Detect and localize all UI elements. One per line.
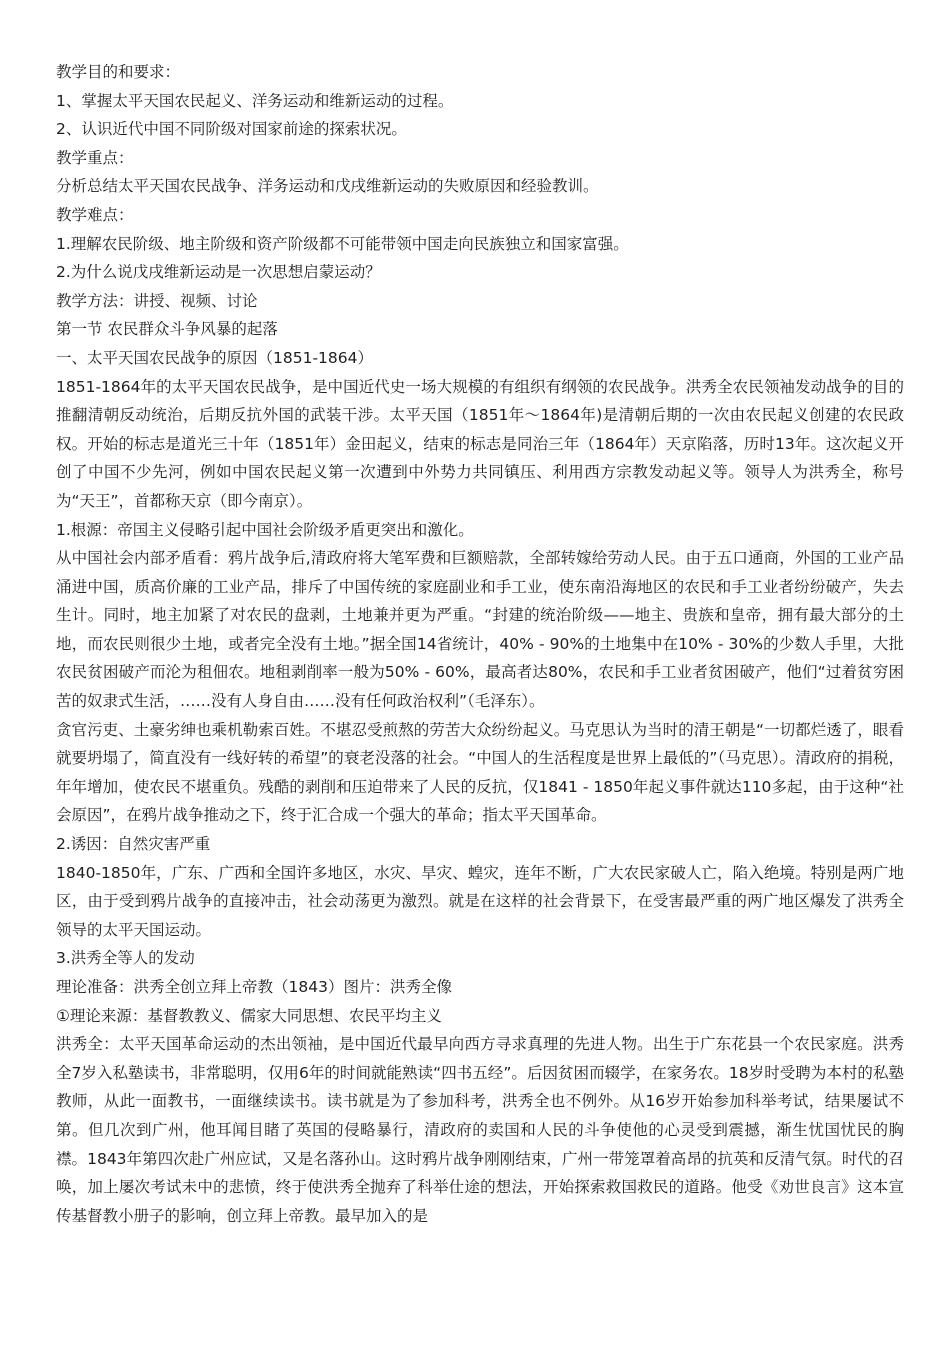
heading-objectives: 教学目的和要求： — [56, 63, 181, 81]
theory-preparation: 理论准备：洪秀全创立拜上帝教（1843）图片：洪秀全像 — [56, 978, 452, 996]
subheading-trigger: 2.诱因：自然灾害严重 — [56, 835, 211, 854]
heading-difficulties: 教学难点： — [56, 205, 134, 224]
key-point-text: 分析总结太平天国农民战争、洋务运动和戊戌维新运动的失败原因和经验教训。 — [56, 177, 599, 196]
subsection-title: 一、太平天国农民战争的原因（1851-1864） — [56, 348, 373, 367]
difficulty-item: 2.为什么说戊戌维新运动是一次思想启蒙运动？ — [56, 263, 381, 282]
body-paragraph: 1851-1864年的太平天国农民战争，是中国近代史一场大规模的有组织有纲领的农民战争。洪秀全农民领袖发动战争的目的推翻清朝反动统治，后期反抗外国的武装干涉。太平天国（1851年～1864年)是清朝后期的一次由农民起义创建的农民政权。开始的标志是道光三十年（1851年）金田起义，结束的标志是同治三年（1864年）天京陷落，历时13年。这次起义开创了中国不少先河，例如中国农民起义第一次遭到中外势力共同镇压、利用西方宗教发动起义等。领导人为洪秀全，称号为“天王”，首都称天京（即今南京）。 — [56, 377, 904, 510]
section-title: 第一节 农民群众斗争风暴的起落 — [56, 320, 278, 339]
body-paragraph: 1840-1850年，广东、广西和全国许多地区，水灾、旱灾、蝗灾，连年不断，广大农民家破人亡，陷入绝境。特别是两广地区，由于受到鸦片战争的直接冲击，社会动荡更为激烈。就是在这样的社会背景下，在受害最严重的两广地区爆发了洪秀全领导的太平天国运动。 — [56, 863, 904, 939]
body-paragraph: 从中国社会内部矛盾看：鸦片战争后,清政府将大笔军费和巨额赔款，全部转嫁给劳动人民。由于五口通商，外国的工业产品涌进中国，质高价廉的工业产品，排斥了中国传统的家庭副业和手工业，使东南沿海地区的农民和手工业者纷纷破产，失去生计。同时，地主加紧了对农民的盘剥，土地兼并更为严重。“封建的统治阶级——地主、贵族和皇帝，拥有最大部分的土地，而农民则很少土地，或者完全没有土地。”据全国14省统计，40% - 90%的土地集中在10% - 30%的少数人手里，大批农民贫困破产而沦为租佃农。地租剥削率一般为50% - 60%，最高者达80%，农民和手工业者贫困破产，他们“过着贫穷困苦的奴隶式生活，……没有人身自由……没有任何政治权利”（毛泽东）。 — [56, 549, 904, 711]
objective-item: 1、掌握太平天国农民起义、洋务运动和维新运动的过程。 — [56, 91, 454, 110]
body-paragraph: 洪秀全：太平天国革命运动的杰出领袖，是中国近代最早向西方寻求真理的先进人物。出生于广东花县一个农民家庭。洪秀全7岁入私塾读书，非常聪明，仅用6年的时间就能熟读“四书五经”。后因贫困而辍学，在家务农。18岁时受聘为本村的私塾教师，从此一面教书，一面继续读书。读书就是为了参加科考，洪秀全也不例外。从16岁开始参加科举考试，结果屡试不第。但几次到广州，他耳闻目睹了英国的侵略暴行，清政府的卖国和人民的斗争使他的心灵受到震撼，渐生忧国忧民的胸襟。1843年第四次赴广州应试，又是名落孙山。这时鸦片战争刚刚结束，广州一带笼罩着高昂的抗英和反清气氛。时代的召唤，加上屡次考试未中的悲愤，终于使洪秀全抛弃了科举仕途的想法，开始探索救国救民的道路。他受《劝世良言》这本宣传基督教小册子的影响，创立拜上帝教。最早加入的是 — [56, 1035, 904, 1225]
subheading-root-cause: 1.根源：帝国主义侵略引起中国社会阶级矛盾更突出和激化。 — [56, 520, 474, 539]
objective-item: 2、认识近代中国不同阶级对国家前途的探索状况。 — [56, 120, 407, 139]
document-body — [56, 58, 904, 1230]
heading-key-points: 教学重点： — [56, 148, 134, 167]
body-paragraph: 贪官污吏、土豪劣绅也乘机勒索百姓。不堪忍受煎熬的劳苦大众纷纷起义。马克思认为当时的清王朝是“一切都烂透了，眼看就要坍塌了，简直没有一线好转的希望”的衰老没落的社会。“中国人的生活程度是世界上最低的”（马克思）。清政府的捐税，年年增加，使农民不堪重负。残酷的剥削和压迫带来了人民的反抗，仅1841 - 1850年起义事件就达110多起，由于这种“社会原因”，在鸦片战争推动之下，终于汇合成一个强大的革命；指太平天国革命。 — [56, 720, 904, 825]
difficulty-item: 1.理解农民阶级、地主阶级和资产阶级都不可能带领中国走向民族独立和国家富强。 — [56, 234, 629, 253]
teaching-methods: 教学方法：讲授、视频、讨论 — [56, 291, 258, 310]
theory-source: ①理论来源：基督教教义、儒家大同思想、农民平均主义 — [56, 1006, 442, 1025]
subheading-mobilization: 3.洪秀全等人的发动 — [56, 949, 195, 968]
